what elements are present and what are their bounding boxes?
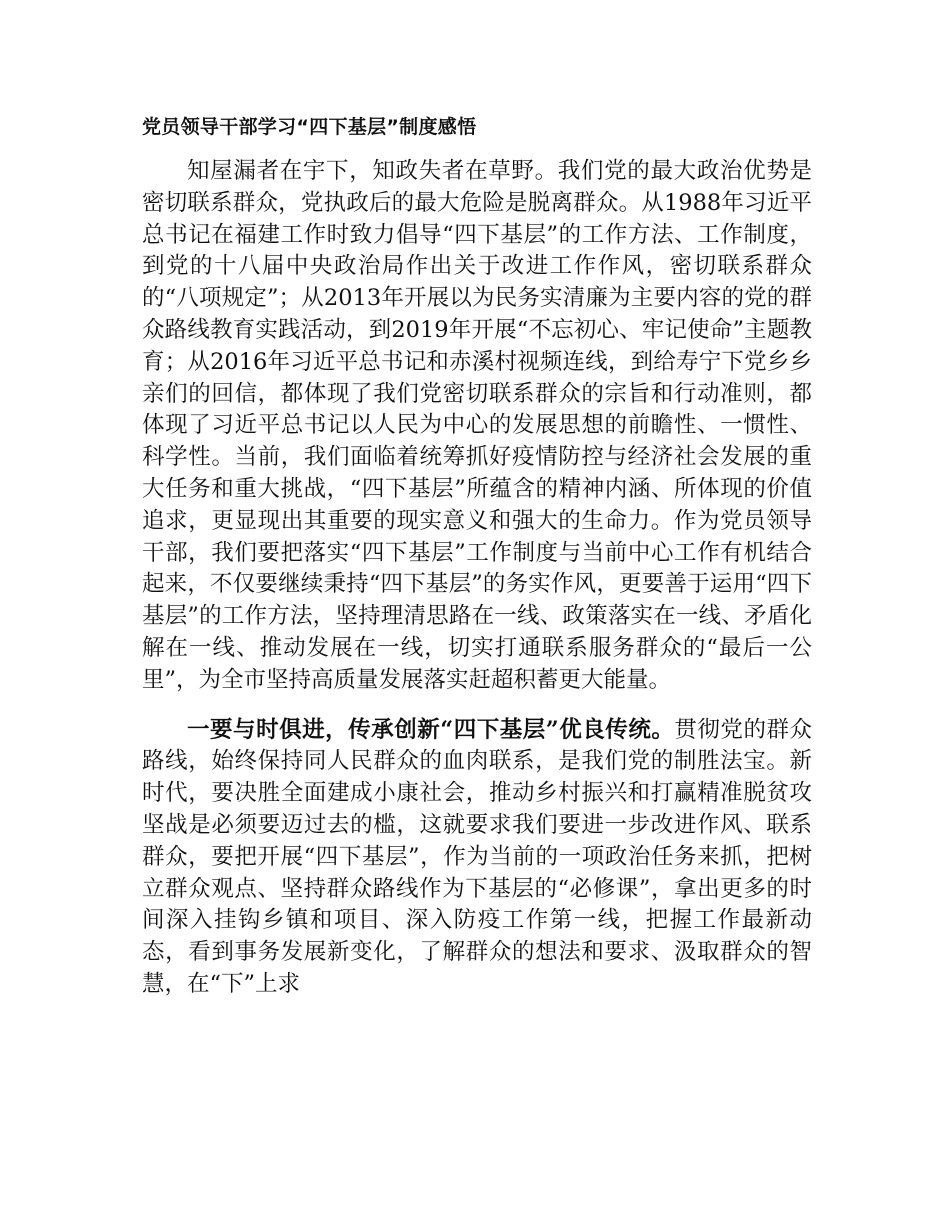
paragraph-point-one bbox=[142, 715, 812, 1001]
document-title: 党员领导干部学习“四下基层”制度感悟 bbox=[142, 116, 477, 138]
point-one-heading: 一要与时俱进，传承创新“四下基层”优良传统。 bbox=[187, 716, 675, 743]
document-body bbox=[142, 112, 812, 1001]
point-one-text: 贯彻党的群众路线，始终保持同人民群众的血肉联系，是我们党的制胜法宝。新时代，要决胜全面建成小康社会，推动乡村振兴和打赢精准脱贫攻坚战是必须要迈过去的槛，这就要求我们要进一步改进作风、联系群众，要把开展“四下基层”，作为当前的一项政治任务来抓，把树立群众观点、坚持群众路线作为下基层的“必修课”，拿出更多的时间深入挂钩乡镇和项目、深入防疫工作第一线，把握工作最新动态，看到事务发展新变化，了解群众的想法和要求、汲取群众的智慧，在“下”上求 bbox=[142, 716, 812, 997]
paragraph-intro: 知屋漏者在宇下，知政失者在草野。我们党的最大政治优势是密切联系群众，党执政后的最大危险是脱离群众。从1988年习近平总书记在福建工作时致力倡导“四下基层”的工作方法、工作制度，到党的十八届中央政治局作出关于改进工作作风，密切联系群众的“八项规定”；从2013年开展以为民务实清廉为主要内容的党的群众路线教育实践活动，到2019年开展“不忘初心、牢记使命”主题教育；从2016年习近平总书记和赤溪村视频连线，到给寿宁下党乡乡亲们的回信，都体现了我们党密切联系群众的宗旨和行动准则，都体现了习近平总书记以人民为中心的发展思想的前瞻性、一惯性、科学性。当前，我们面临着统筹抓好疫情防控与经济社会发展的重大任务和重大挑战，“四下基层”所蕴含的精神内涵、所体现的价值追求，更显现出其重要的现实意义和强大的生命力。作为党员领导干部，我们要把落实“四下基层”工作制度与当前中心工作有机结合起来，不仅要继续秉持“四下基层”的务实作风，更要善于运用“四下基层”的工作方法，坚持理清思路在一线、政策落实在一线、矛盾化解在一线、推动发展在一线，切实打通联系服务群众的“最后一公里”，为全市坚持高质量发展落实赶超积蓄更大能量。 bbox=[142, 158, 812, 693]
